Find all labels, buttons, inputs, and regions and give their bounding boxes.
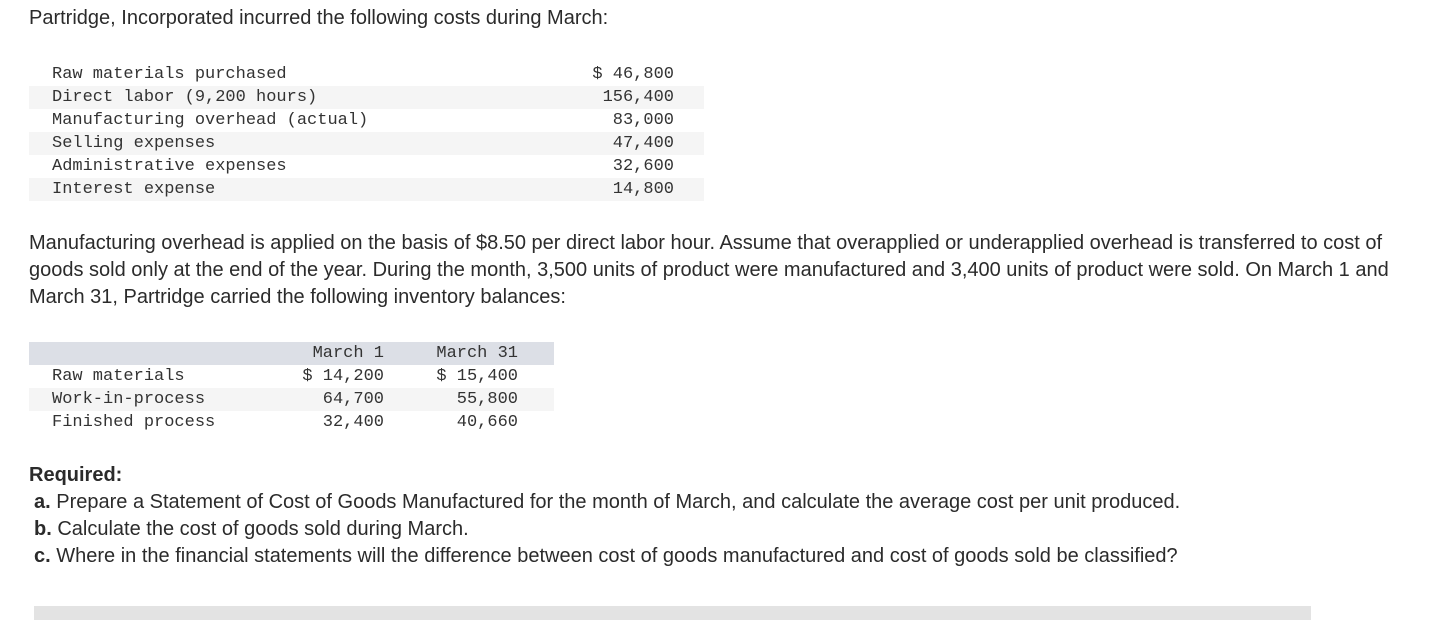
inventory-label: Raw materials: [52, 367, 185, 386]
table-row: [29, 388, 554, 411]
table-row: [29, 109, 704, 132]
header-blank: [29, 342, 267, 365]
required-item-a: [29, 489, 1180, 516]
cost-label: Interest expense: [29, 178, 537, 201]
cost-amount: 47,400: [537, 132, 704, 155]
item-text: Prepare a Statement of Cost of Goods Manufactured for the month of March, and calculate the average cost per unit produced.: [56, 491, 1181, 513]
header-march-31: March 31: [388, 342, 554, 365]
cost-table: [29, 63, 704, 201]
cost-label: Raw materials purchased: [52, 65, 287, 84]
inventory-label: Work-in-process: [29, 388, 267, 411]
table-row: [29, 178, 704, 201]
march-31-value: 55,800: [388, 388, 554, 411]
answer-area-bar: [34, 606, 1311, 620]
cost-amount: 14,800: [537, 178, 704, 201]
cost-amount: 32,600: [612, 157, 674, 176]
table-row: [29, 155, 704, 178]
overhead-paragraph: Manufacturing overhead is applied on the basis of $8.50 per direct labor hour. Assume that overapplied or underapplied overhead is transferred to cost of goods sold only at the end of the year. During the month, 3,500 units of product were manufactured and 3,400 units of product were sold. On March 1 and March 31, Partridge carried the following inventory balances:: [29, 232, 1389, 308]
cost-label: Administrative expenses: [52, 157, 287, 176]
required-title: Required:: [29, 464, 123, 486]
march-31-value: 40,660: [456, 413, 518, 432]
cost-amount: $ 46,800: [592, 65, 674, 84]
inventory-header-row: [29, 342, 554, 365]
march-1-value: 32,400: [322, 413, 384, 432]
cost-amount: 83,000: [612, 111, 674, 130]
march-31-value: $ 15,400: [436, 367, 518, 386]
header-march-1: March 1: [267, 342, 388, 365]
march-1-value: $ 14,200: [302, 367, 384, 386]
item-letter: a.: [34, 491, 51, 513]
required-section: [29, 462, 1180, 570]
table-row: [29, 132, 704, 155]
march-1-value: 64,700: [267, 388, 388, 411]
item-letter: c.: [34, 545, 51, 567]
required-item-b: [29, 516, 1180, 543]
required-item-c: [29, 543, 1180, 570]
item-letter: b.: [34, 518, 52, 540]
item-text: Calculate the cost of goods sold during March.: [57, 518, 469, 540]
table-row: [29, 86, 704, 109]
intro-text: Partridge, Incorporated incurred the following costs during March:: [29, 7, 609, 29]
table-row: [29, 411, 554, 434]
table-row: [29, 63, 704, 86]
cost-label: Selling expenses: [29, 132, 537, 155]
inventory-table: [29, 342, 554, 434]
cost-label: Manufacturing overhead (actual): [52, 111, 369, 130]
cost-amount: 156,400: [537, 86, 704, 109]
item-text: Where in the financial statements will the difference between cost of goods manufactured and cost of goods sold be classified?: [56, 545, 1178, 567]
table-row: [29, 365, 554, 388]
cost-label: Direct labor (9,200 hours): [29, 86, 537, 109]
inventory-label: Finished process: [52, 413, 216, 432]
